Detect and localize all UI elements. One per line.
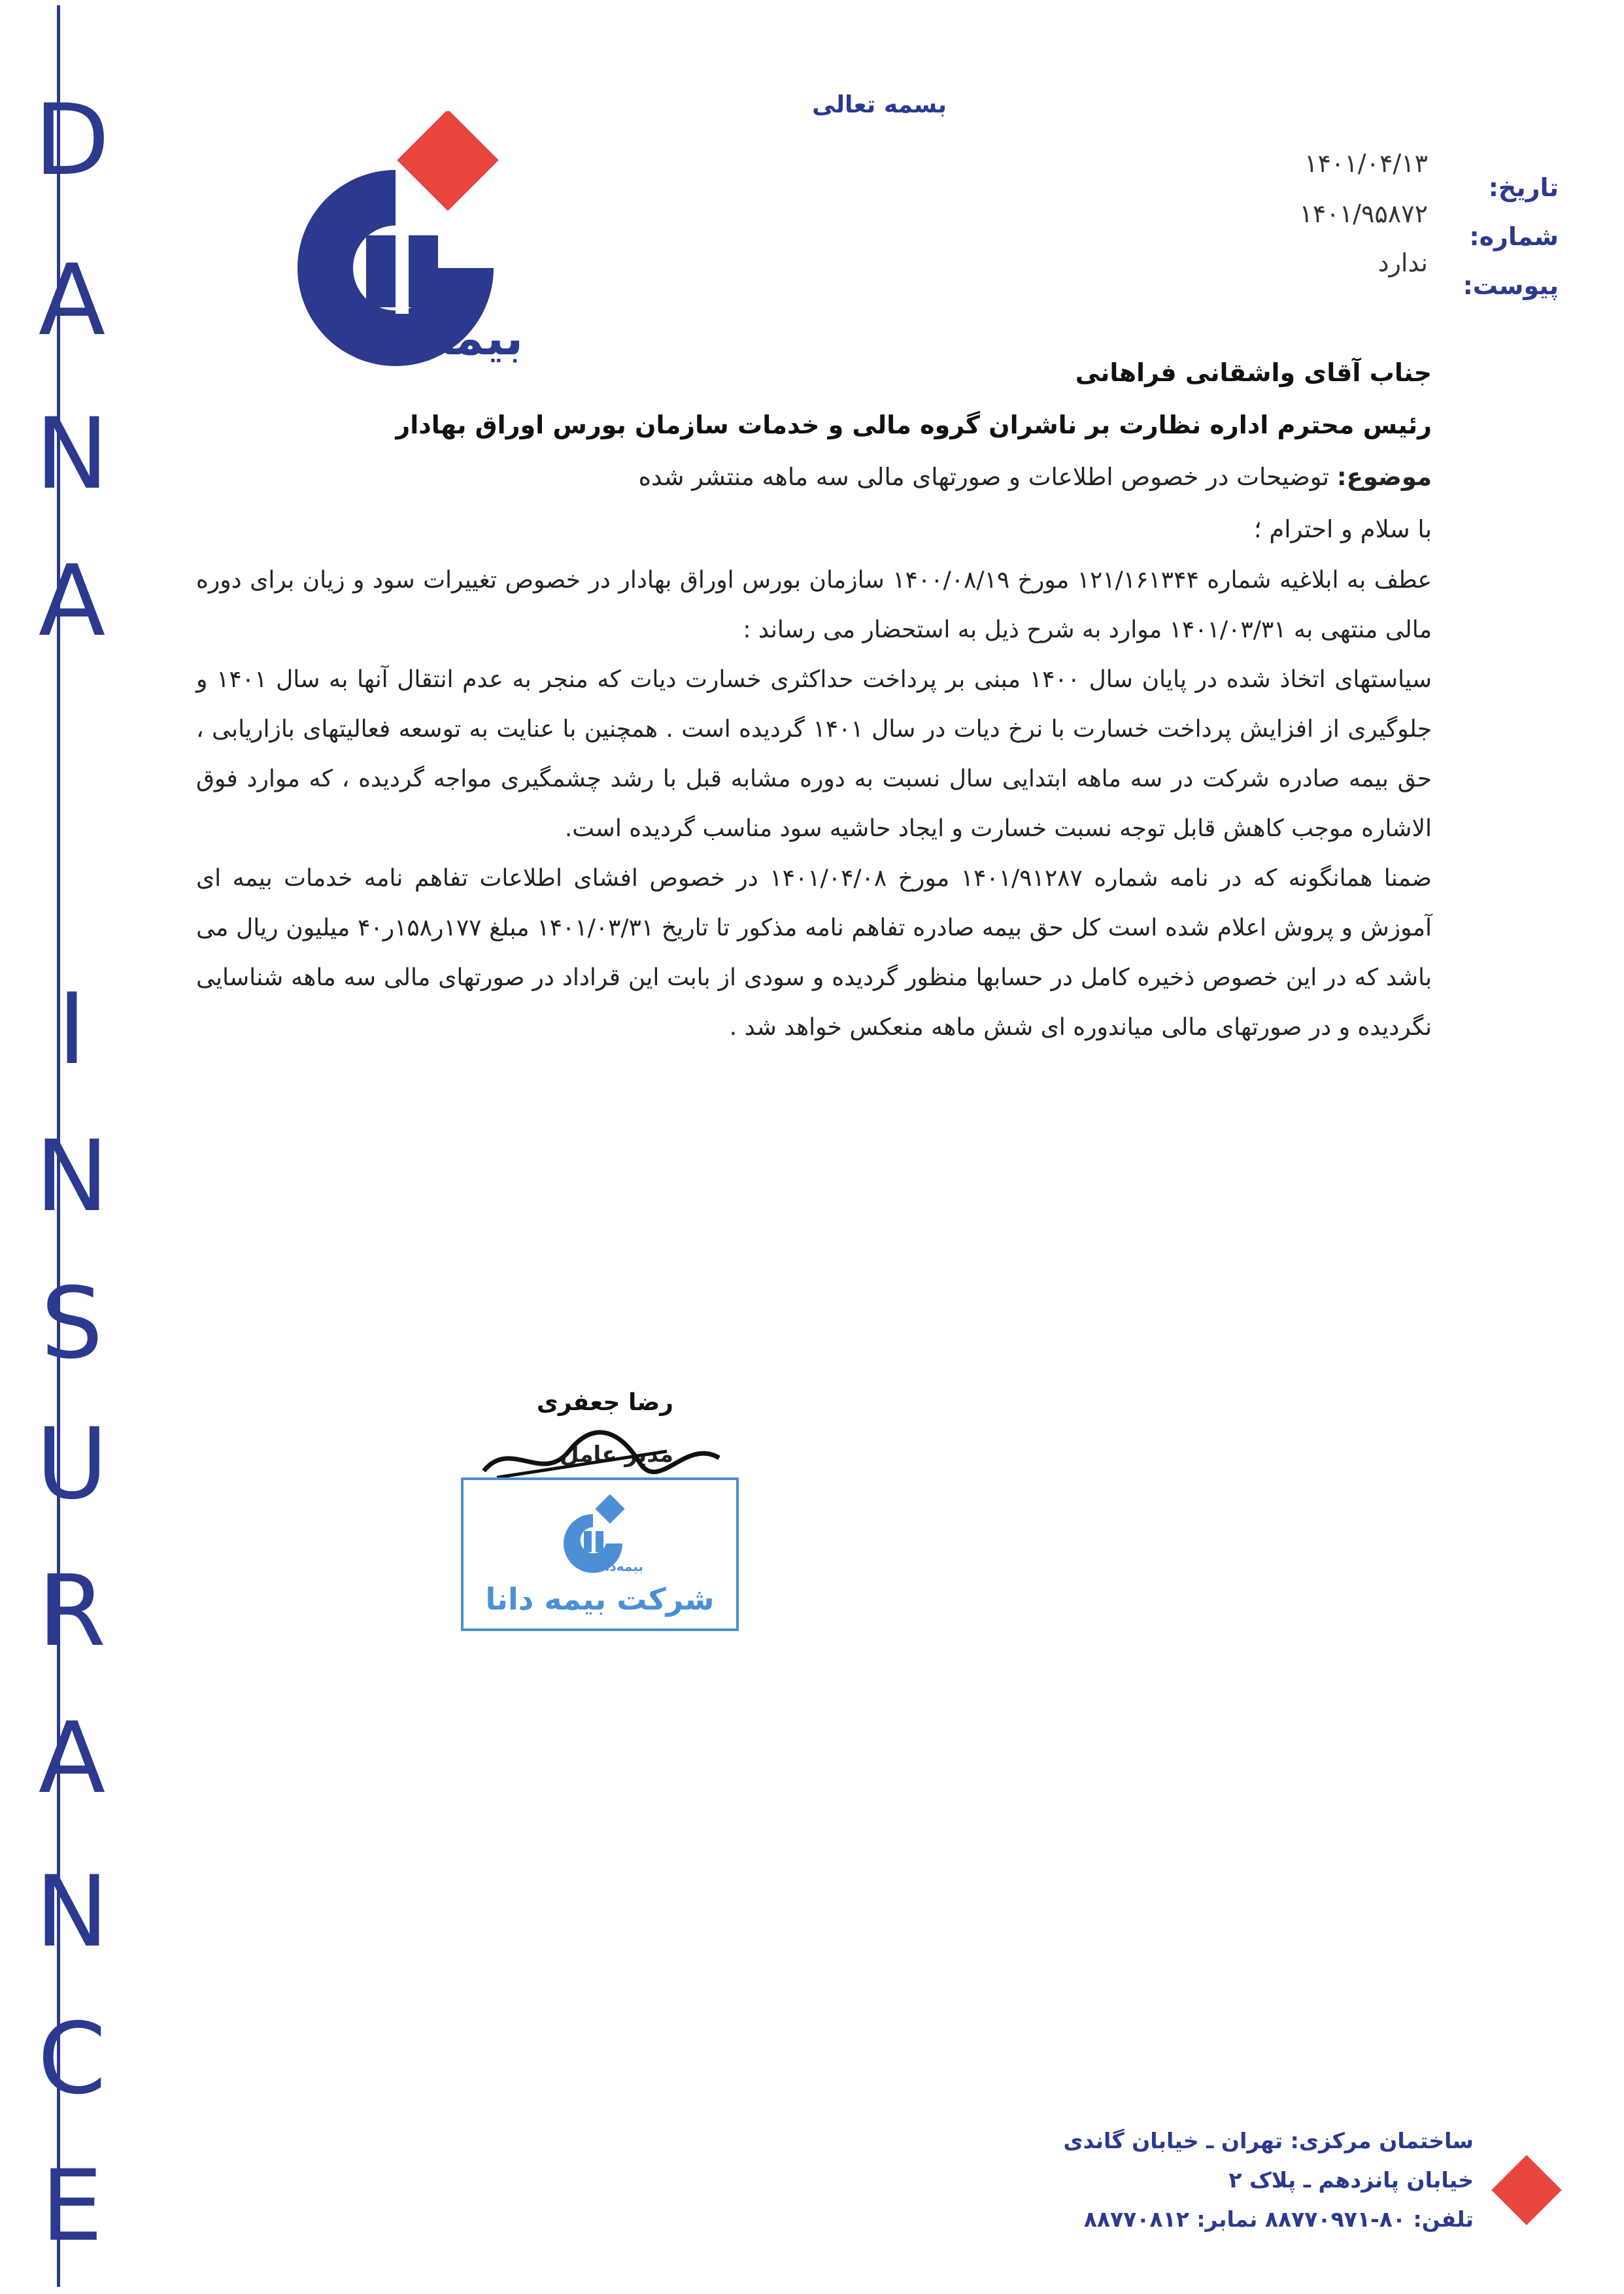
logo-bar-left-icon <box>366 235 396 307</box>
band-letter-i: I <box>57 973 87 1087</box>
paragraph-2: سیاستهای اتخاذ شده در پایان سال ۱۴۰۰ مبنی بر پرداخت حداکثری خسارت دیات که منجر به عدم انتقال آنها به سال ۱۴۰۱ و جلوگیری از افزایش پرداخت خسارت با نرخ دیات در سال ۱۴۰۱ گردیده است . همچنین با عنایت به توسعه فعالیتهای بازاریابی ، حق بیمه صادره شرکت در سه ماهه ابتدایی سال نسبت به دوره مشابه قبل با رشد چشمگیری مواجه گردیده ، که موارد فوق الاشاره موجب کاهش قابل توجه نسبت خسارت و ایجاد حاشیه سود مناسب گردیده است. <box>196 666 1432 842</box>
number-value: ۱۴۰۱/۹۵۸۷۲ <box>1299 199 1428 228</box>
band-letter-n: N <box>35 1855 109 1969</box>
attachment-value: ندارد <box>1378 248 1428 277</box>
stamp-logo-caption: بیمه‌دانا <box>595 1559 643 1574</box>
band-letter-e: E <box>41 2150 103 2263</box>
company-stamp <box>461 1477 739 1631</box>
letter-body <box>196 346 1432 1053</box>
date-value: ۱۴۰۱/۰۴/۱۳ <box>1304 149 1428 178</box>
band-letter-r: R <box>37 1555 107 1668</box>
subject-label: موضوع: <box>1336 463 1432 491</box>
greeting: با سلام و احترام ؛ <box>1253 515 1432 543</box>
subject-line <box>196 451 1432 503</box>
band-letter-a: A <box>38 244 106 358</box>
logo-diamond-icon <box>397 111 499 211</box>
band-letter-n: N <box>35 397 109 511</box>
band-letter-c: C <box>37 2002 107 2116</box>
logo-bar-right-icon <box>409 235 438 307</box>
subject-text: توضیحات در خصوص اطلاعات و صورتهای مالی سه ماهه منتشر شده <box>638 463 1337 491</box>
footer-contact-line: تلفن: ۸۰-۸۸۷۷۰۹۷۱ نمابر: ۸۸۷۷۰۸۱۲ <box>1083 2206 1474 2232</box>
band-letter-a: A <box>38 1702 106 1815</box>
band-letter-u: U <box>36 1408 108 1521</box>
recipient-name: جناب آقای واشقانی فراهانی <box>1075 358 1432 387</box>
stamp-text: شرکت بیمه دانا <box>485 1581 715 1617</box>
band-letter-d: D <box>34 84 110 197</box>
bismillah-heading: بسمه تعالی <box>812 92 947 118</box>
attachment-label: پیوست: <box>1463 271 1559 300</box>
logo-caption: بیمه‌دانا <box>350 311 523 365</box>
footer-diamond-icon <box>1487 2151 1566 2229</box>
number-label: شماره: <box>1469 222 1559 251</box>
paragraph-3: ضمنا همانگونه که در نامه شماره ۱۴۰۱/۹۱۲۸۷ مورخ ۱۴۰۱/۰۴/۰۸ در خصوص افشای اطلاعات تفاهم نامه خدمات بیمه ای آموزش و پروش اعلام شده است کل حق بیمه صادره تفاهم نامه مذکور تا تاریخ ۱۴۰۱/۰۳/۳۱ مبلغ ۱۷۷ر۱۵۸ر۴۰ میلیون ریال می باشد که در این خصوص ذخیره کامل در حسابها منظور گردیده و سودی از بابت این قراداد در صورتهای مالی سه ماهه شناسایی نگردیده و در صورتهای مالی میاندوره ای شش ماهه منعکس خواهد شد . <box>196 865 1432 1041</box>
paragraph-1: عطف به ابلاغیه شماره ۱۲۱/۱۶۱۳۴۴ مورخ ۱۴۰۰/۰۸/۱۹ سازمان بورس اوراق بهادار در خصوص تغییرات سود و زیان برای دوره مالی منتهی به ۱۴۰۱/۰۳/۳۱ موارد به شرح ذیل به استحضار می رساند : <box>196 567 1432 643</box>
footer-address-line-2: خیابان پانزدهم ـ پلاک ۲ <box>1228 2167 1474 2193</box>
footer-address-line-1: ساختمان مرکزی: تهران ـ خیابان گاندی <box>1063 2128 1474 2153</box>
recipient-title: رئیس محترم اداره نظارت بر ناشران گروه مالی و خدمات سازمان بورس اوراق بهادار <box>396 411 1432 439</box>
signer-title: مدیر عامل <box>560 1442 673 1468</box>
band-letter-n: N <box>35 1120 109 1234</box>
band-letter-s: S <box>41 1267 103 1381</box>
date-label: تاریخ: <box>1488 173 1559 202</box>
band-letter-a: A <box>38 545 106 658</box>
signer-name: رضا جعفری <box>536 1389 673 1416</box>
